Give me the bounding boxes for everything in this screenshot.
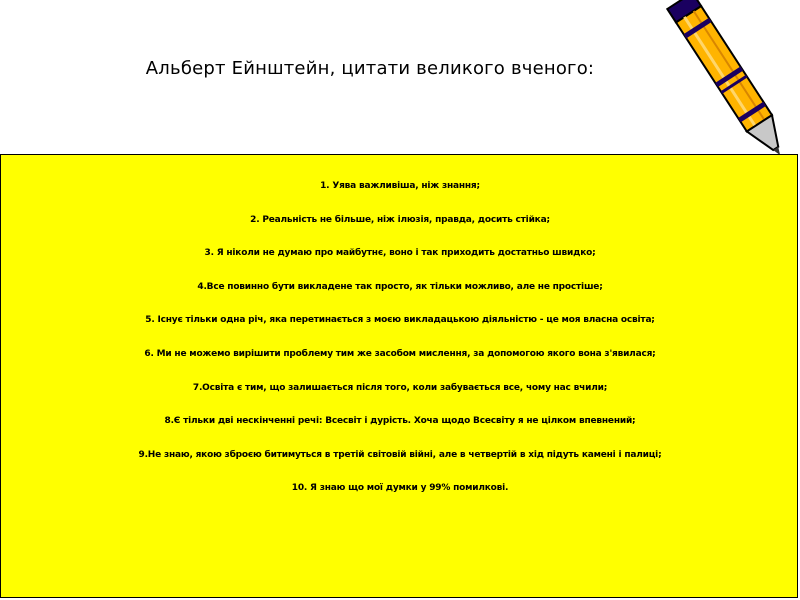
quote-4: 4.Все повинно бути викладене так просто, як тільки можливо, але не простіше; (197, 281, 603, 292)
quote-8: 8.Є тільки дві нескінченні речі: Всесвіт і дурість. Хоча щодо Всесвіту я не цілком впевнений; (164, 416, 636, 427)
quote-3: 3. Я ніколи не думаю про майбутнє, воно і так приходить достатньо швидко; (204, 248, 596, 259)
quote-1: 1. Уява важливіша, ніж знання; (320, 181, 480, 191)
pencil-icon (660, 0, 800, 160)
quote-10: 10. Я знаю що мої думки у 99% помилкові. (291, 483, 509, 494)
quote-5: 5. Існує тільки одна річ, яка перетинається з моєю викладацькою діяльністю - це моя власна освіта; (145, 315, 655, 326)
quote-7: 7.Освіта є тим, що залишається після того, коли забувається все, чому нас вчили; (192, 382, 608, 393)
quote-9: 9.Не знаю, якою зброєю битимуться в третій світовій війні, але в четвертій в хід підуть камені і палиці; (138, 449, 662, 460)
quote-6: 6. Ми не можемо вирішити проблему тим же засобом мислення, за допомогою якого вона з'явилася; (144, 348, 656, 359)
quotes-list (0, 176, 800, 512)
quote-2: 2. Реальність не більше, ніж ілюзія, правда, досить стійка; (250, 214, 550, 225)
slide-title: Альберт Ейнштейн, цитати великого вченого: (145, 58, 595, 79)
